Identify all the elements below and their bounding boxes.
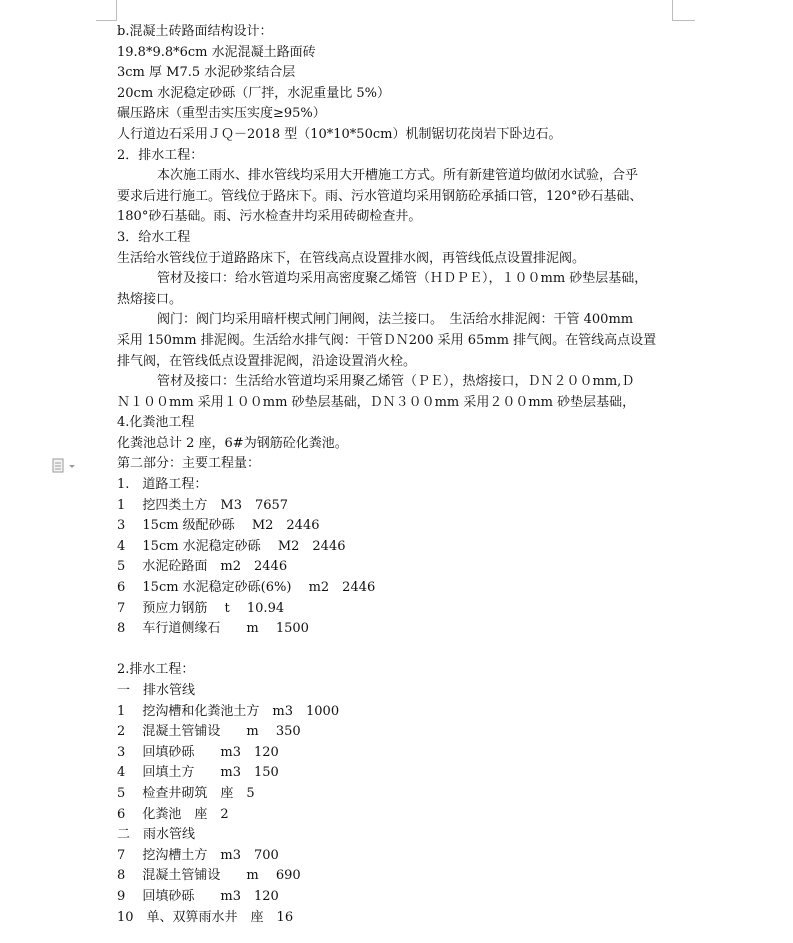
- text-line: 3cm 厚 M7.5 水泥砂浆结合层: [117, 65, 296, 81]
- quantity-item: 5 水泥砼路面 m2 2446: [117, 559, 288, 575]
- page-corner-mark-left: [96, 0, 117, 21]
- quantity-item: 3 15cm 级配砂砾 M2 2446: [117, 518, 320, 534]
- document-page: [117, 22, 677, 928]
- quantity-item: 7 预应力钢筋 t 10.94: [117, 600, 285, 616]
- quantity-item: 6 化粪池 座 2: [117, 806, 229, 822]
- quantity-item: 4 回填土方 m3 150: [117, 765, 279, 781]
- section-heading: 3．给水工程: [117, 229, 191, 245]
- quantity-item: 1 挖沟槽和化粪池土方 m3 1000: [117, 703, 340, 719]
- sub-heading: 一 排水管线: [117, 683, 196, 698]
- quantity-item: 10 单、双箅雨水井 座 16: [117, 909, 294, 925]
- text-line: 碾压路床（重型击实压实度≥95%）: [117, 106, 326, 122]
- quantity-item: 9 回填砂砾 m3 120: [117, 888, 279, 904]
- text-line: 20cm 水泥稳定砂砾（厂拌，水泥重量比 5%）: [117, 85, 391, 101]
- quantity-item: 8 车行道侧缘石 m 1500: [117, 621, 309, 637]
- paragraph-line: 热熔接口。: [117, 291, 183, 307]
- paragraph-line: 阀门：阀门均采用暗杆楔式闸门闸阀，法兰接口。 生活给水排泥阀：干管 400mm: [157, 312, 634, 328]
- document-note-icon[interactable]: [52, 458, 78, 474]
- paragraph-line: 生活给水管线位于道路路床下，在管线高点设置排水阀，再管线低点设置排泥阀。: [117, 250, 586, 266]
- quantity-item: 5 检查井砌筑 座 5: [117, 785, 255, 801]
- paragraph-line: 采用 150mm 排泥阀。生活给水排气阀：干管ＤＮ200 采用 65mm 排气阀。在管线高点设置: [117, 332, 657, 348]
- text-line: 19.8*9.8*6cm 水泥混凝土路面砖: [117, 44, 316, 60]
- paragraph-line: 180°砂石基础。雨、污水检查井均采用砖砌检查井。: [117, 209, 422, 225]
- list-heading: 2.排水工程：: [117, 662, 195, 678]
- section-heading: 2．排水工程：: [117, 147, 204, 163]
- section-heading: 第二部分：主要工程量：: [117, 456, 261, 472]
- section-heading: b.混凝土砖路面结构设计：: [117, 24, 273, 39]
- text-line: 人行道边石采用ＪＱ－2018 型（10*10*50cm）机制锯切花岗岩下卧边石。: [117, 126, 562, 142]
- page-corner-mark-right: [672, 0, 695, 21]
- paragraph-line: Ｎ１００mm 采用１００mm 砂垫层基础，ＤＮ３００mm 采用２００mm 砂垫层基础，: [117, 394, 636, 410]
- paragraph-line: 本次施工雨水、排水管线均采用大开槽施工方式。所有新建管道均做闭水试验，合乎: [157, 168, 639, 184]
- blank-line: [117, 640, 677, 661]
- paragraph-line: 排气阀，在管线低点设置排泥阀，沿途设置消火栓。: [117, 353, 417, 369]
- quantity-item: 2 混凝土管铺设 m 350: [117, 724, 301, 740]
- paragraph-line: 管材及接口：给水管道均采用高密度聚乙烯管（ＨＤＰＥ），１００mm 砂垫层基础，: [157, 271, 648, 287]
- quantity-item: 7 挖沟槽土方 m3 700: [117, 847, 279, 863]
- sub-heading: 二 雨水管线: [117, 827, 196, 843]
- paragraph-line: 管材及接口：生活给水管道均采用聚乙烯管（ＰＥ），热熔接口，ＤＮ２００mm,Ｄ: [157, 374, 635, 390]
- paragraph-line: 化粪池总计 2 座，6#为钢筋砼化粪池。: [117, 435, 348, 451]
- quantity-item: 3 回填砂砾 m3 120: [117, 744, 279, 760]
- list-heading: 1. 道路工程：: [117, 477, 208, 493]
- quantity-item: 4 15cm 水泥稳定砂砾 M2 2446: [117, 538, 346, 554]
- quantity-item: 8 混凝土管铺设 m 690: [117, 868, 301, 884]
- quantity-item: 1 挖四类土方 M3 7657: [117, 497, 289, 513]
- paragraph-line: 要求后进行施工。管线位于路床下。雨、污水管道均采用钢筋砼承插口管，120°砂石基础、: [117, 188, 643, 204]
- section-heading: 4.化粪池工程: [117, 415, 195, 431]
- quantity-item: 6 15cm 水泥稳定砂砾(6%) m2 2446: [117, 580, 376, 596]
